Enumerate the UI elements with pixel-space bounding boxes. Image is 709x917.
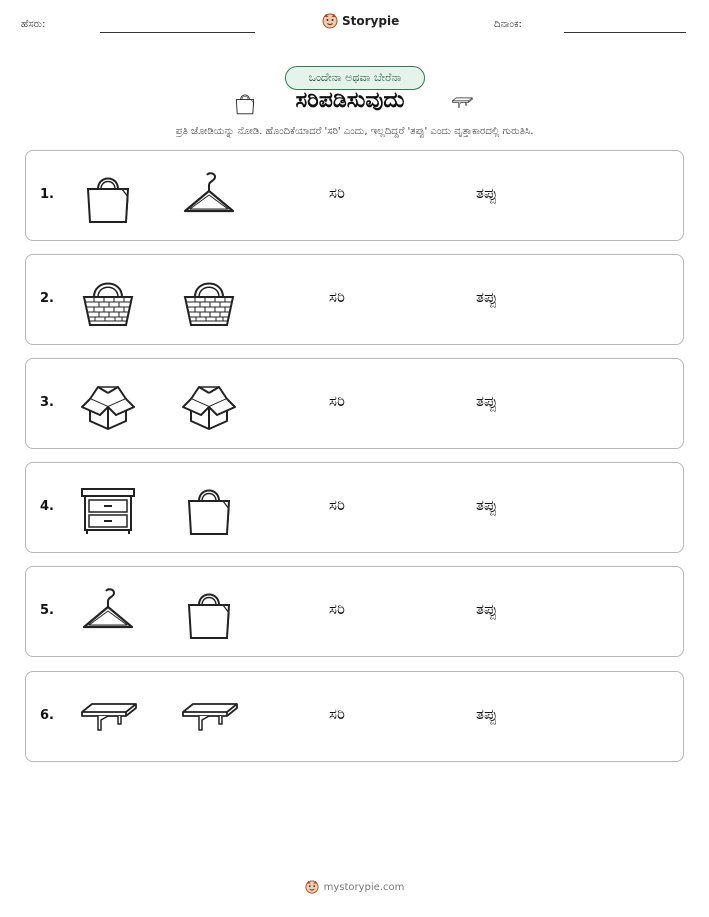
correct-option[interactable]: ಸರಿ — [329, 184, 345, 202]
correct-option[interactable]: ಸರಿ — [329, 288, 345, 306]
page-title: ಸರಿಪಡಿಸುವುದು — [295, 88, 405, 113]
correct-option[interactable]: ಸರಿ — [329, 600, 345, 618]
footer — [0, 880, 709, 894]
wrong-option[interactable]: ತಪ್ಪು — [476, 184, 498, 202]
nightstand-icon — [78, 479, 138, 539]
shelf-icon — [179, 688, 239, 748]
footer-url: mystorypie.com — [323, 881, 405, 893]
bag-icon — [179, 583, 239, 643]
question-row — [25, 150, 684, 241]
question-row — [25, 358, 684, 449]
wrong-option[interactable]: ತಪ್ಪು — [476, 392, 498, 410]
correct-option[interactable]: ಸರಿ — [329, 392, 345, 410]
name-label: ಹೆಸರು: — [21, 19, 46, 30]
correct-option[interactable]: ಸರಿ — [329, 705, 345, 723]
wrong-option[interactable]: ತಪ್ಪು — [476, 288, 498, 306]
question-number: 4. — [40, 499, 54, 514]
wrong-option[interactable]: ತಪ್ಪು — [476, 600, 498, 618]
question-row — [25, 462, 684, 553]
box-icon — [78, 375, 138, 435]
date-label: ದಿನಾಂಕ: — [494, 19, 522, 30]
storypie-logo-icon — [322, 13, 338, 29]
question-number: 2. — [40, 291, 54, 306]
question-row — [25, 254, 684, 345]
shelf-icon — [445, 92, 479, 114]
bag-icon — [179, 479, 239, 539]
wrong-option[interactable]: ತಪ್ಪು — [476, 496, 498, 514]
instructions: ಪ್ರತಿ ಜೋಡಿಯನ್ನು ನೋಡಿ. ಹೊಂದಿಕೆಯಾದರೆ 'ಸರಿ' ಎಂದು, ಇಲ್ಲದಿದ್ದರೆ 'ತಪ್ಪು' ಎಂದು ವೃತ್ತಾಕಾರದಲ್ಲಿ ಗುರುತಿಸಿ. — [175, 126, 534, 137]
date-field[interactable] — [564, 32, 686, 33]
wrong-option[interactable]: ತಪ್ಪು — [476, 705, 498, 723]
hanger-icon — [179, 167, 239, 227]
correct-option[interactable]: ಸರಿ — [329, 496, 345, 514]
question-number: 6. — [40, 708, 54, 723]
question-number: 1. — [40, 187, 54, 202]
brand — [322, 13, 399, 29]
hanger-icon — [78, 583, 138, 643]
storypie-logo-icon — [305, 880, 319, 894]
basket-icon — [78, 271, 138, 331]
box-icon — [179, 375, 239, 435]
bag-icon — [78, 167, 138, 227]
question-number: 3. — [40, 395, 54, 410]
question-row — [25, 671, 684, 762]
brand-name: Storypie — [342, 14, 400, 28]
question-row — [25, 566, 684, 657]
category-badge: ಒಂದೇನಾ ಅಥವಾ ಬೇರೆನಾ — [285, 66, 425, 90]
question-number: 5. — [40, 603, 54, 618]
shelf-icon — [78, 688, 138, 748]
name-field[interactable] — [100, 32, 255, 33]
basket-icon — [179, 271, 239, 331]
